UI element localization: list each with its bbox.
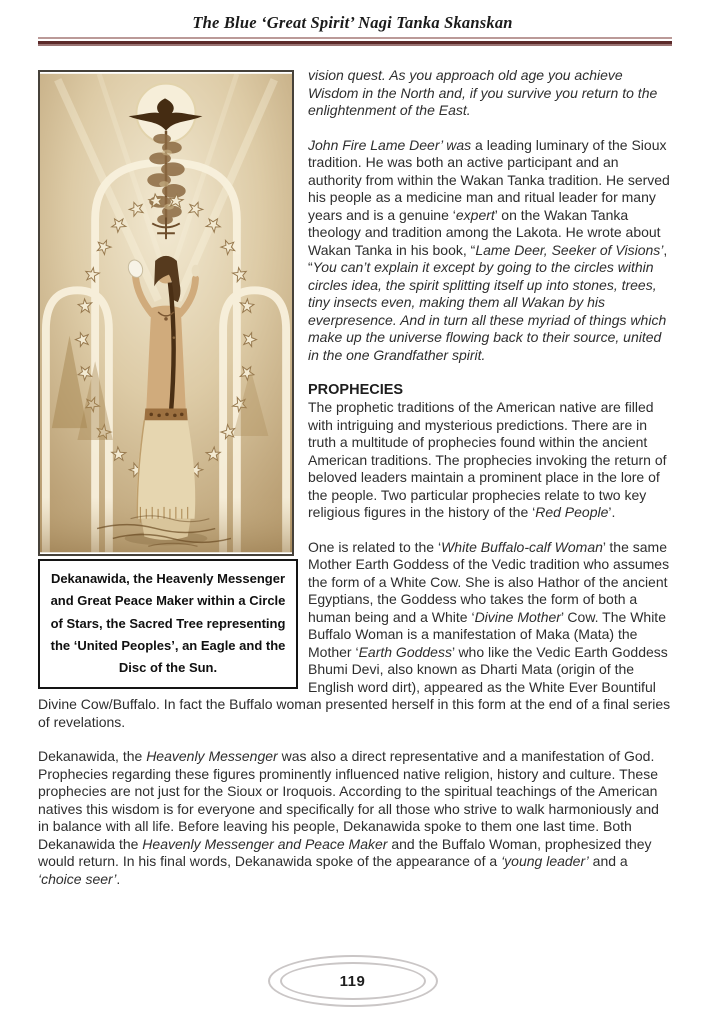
- header-rule-thin-line: [38, 37, 672, 39]
- page-body: [38, 67, 672, 888]
- page-number-oval-inner: [280, 962, 426, 1000]
- figure-caption: Dekanawida, the Heavenly Messenger and Great Peace Maker within a Circle of Stars, the Sacred Tree representing the ‘United Peoples’, an Eagle and the Disc of the Sun.: [38, 559, 298, 689]
- page-title: The Blue ‘Great Spirit’ Nagi Tanka Skanskan: [192, 13, 513, 32]
- paragraph-prophetic-traditions: The prophetic traditions of the American native are filled with intriguing and mysterious predictions. There are in truth a multitude of prophecies found within the ancient American traditions. The prophecies invoking the return of beloved leaders maintain a prominent place in the lore of the people. Two particular prophecies relate to two key religious figures in the history of the ‘Red People’.: [308, 399, 667, 521]
- heading-prophecies: PROPHECIES: [308, 382, 404, 398]
- page-number: 119: [339, 972, 366, 990]
- paragraph-vision-quest: vision quest. As you approach old age you achieve Wisdom in the North and, if you survive you return to the enlightenment of the East.: [308, 67, 658, 118]
- page-number-oval: [268, 955, 438, 1007]
- page-header: [0, 0, 705, 46]
- header-rule-thick-line: [38, 41, 672, 46]
- paragraph-dekanawida-prophecy: Dekanawida, the Heavenly Messenger was also a direct representative and a manifestation of God. Prophecies regarding these figures prominently influenced native religion, history and culture. These prophecies are not just for the Sioux or Iroquois. According to the spiritual teachings of the American natives this wisdom is for everyone and specifically for all those who strive to walk harmoniously and in balance with all life. Before leaving his people, Dekanawida spoke to them one last time. Both Dekanawida the Heavenly Messenger and Peace Maker and the Buffalo Woman, prophesized they would return. In his final words, Dekanawida spoke of the appearance of a ‘young leader’ and a ‘choice seer’.: [38, 748, 659, 887]
- paragraph-white-buffalo-woman: One is related to the ‘White Buffalo-calf Woman’ the same Mother Earth Goddess of the Vedic tradition who assumes the form of a White Cow. She is also Hathor of the ancient Egyptians, the Goddess who takes the form of both a human being and a White ‘Divine Mother’ Cow. The White Buffalo Woman is a manifestation of Maka (Mata) the Mother ‘Earth Goddess’ who like the Vedic Earth Goddess Bhumi Devi, also known as Dharti Mata (origin of the English word dirt), appeared as the White Ever Bountiful Divine Cow/Buffalo. In fact the Buffalo woman presented herself in this form at the end of a final series of revelations.: [38, 538, 671, 730]
- illustration-figure: [38, 70, 298, 689]
- header-rule: [38, 37, 672, 46]
- dekanawida-illustration: [38, 70, 294, 556]
- paragraph-lame-deer: John Fire Lame Deer’ was a leading luminary of the Sioux tradition. He was both an active participant and an authority from within the Wakan Tanka tradition. He served his people as a medicine man and ritual leader for many years and is a genuine ‘expert’ on the Wakan Tanka theology and tradition among the Lakota. He wrote about Wakan Tanka in his book, “Lame Deer, Seeker of Visions’, “You can’t explain it except by going to the circles within circles idea, the spirit splitting itself up into stones, trees, tiny insects even, making them all Wakan by his everpresence. And in turn all these myriad of things which make up the universe flowing back to their source, united in the one Grandfather spirit.: [308, 136, 670, 363]
